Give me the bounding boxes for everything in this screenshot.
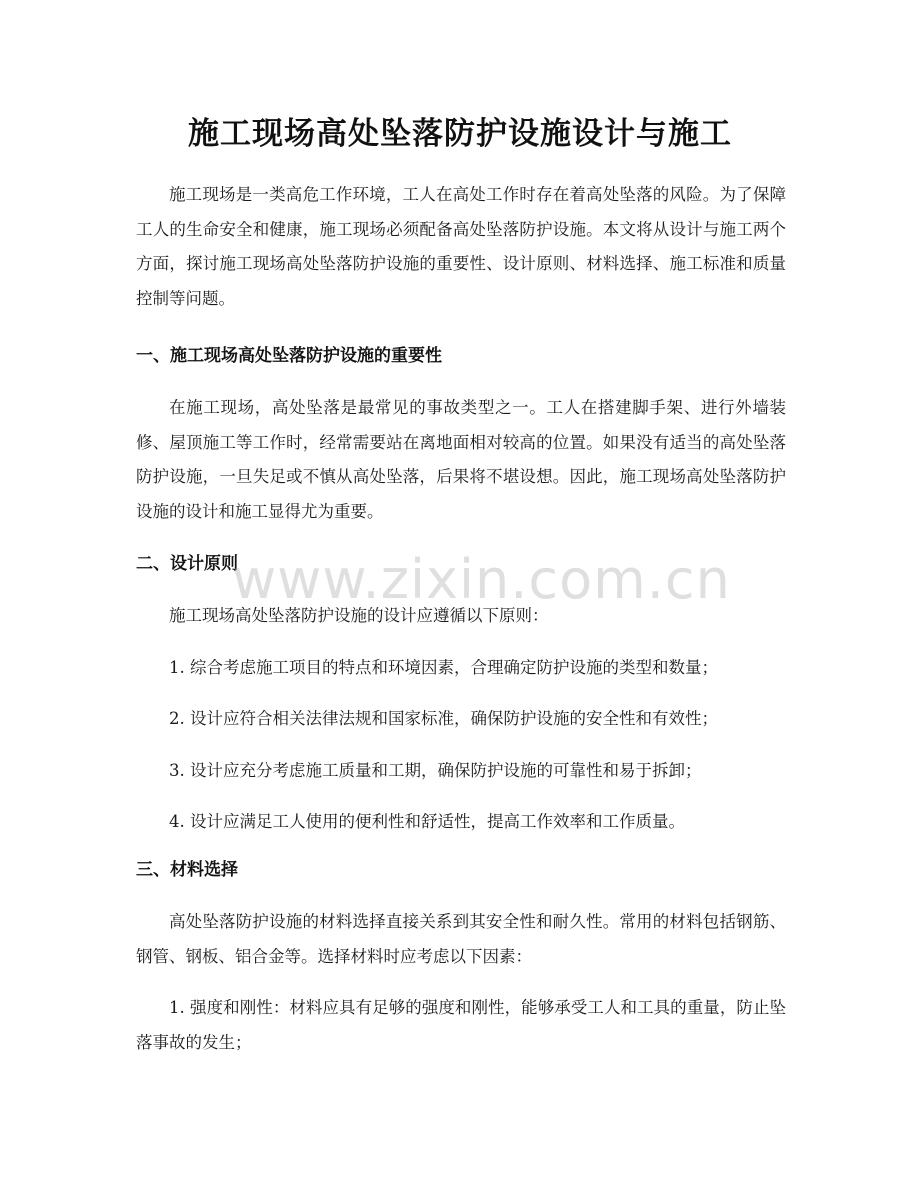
- section-heading-importance: 一、施工现场高处坠落防护设施的重要性: [136, 346, 442, 366]
- section-paragraph-material-selection: 高处坠落防护设施的材料选择直接关系到其安全性和耐久性。常用的材料包括钢筋、钢管、钢板、铝合金等。选择材料时应考虑以下因素：: [136, 912, 786, 966]
- section-paragraph-design-principles: 施工现场高处坠落防护设施的设计应遵循以下原则：: [169, 606, 549, 625]
- list-item: 1. 强度和刚性：材料应具有足够的强度和刚性，能够承受工人和工具的重量，防止坠落事故的发生；: [136, 998, 786, 1052]
- section-heading-design-principles: 二、设计原则: [136, 554, 238, 574]
- document-title: 施工现场高处坠落防护设施设计与施工: [188, 116, 732, 152]
- watermark: www.zixin.com.cn: [232, 548, 731, 611]
- list-item: 3. 设计应充分考虑施工质量和工期，确保防护设施的可靠性和易于拆卸；: [169, 761, 702, 780]
- section-paragraph-importance: 在施工现场，高处坠落是最常见的事故类型之一。工人在搭建脚手架、进行外墙装修、屋顶施工等工作时，经常需要站在离地面相对较高的位置。如果没有适当的高处坠落防护设施，一旦失足或不慎从高处坠落，后果将不堪设想。因此，施工现场高处坠落防护设施的设计和施工显得尤为重要。: [136, 398, 786, 521]
- intro-paragraph: 施工现场是一类高危工作环境，工人在高处工作时存在着高处坠落的风险。为了保障工人的生命安全和健康，施工现场必须配备高处坠落防护设施。本文将从设计与施工两个方面，探讨施工现场高处坠落防护设施的重要性、设计原则、材料选择、施工标准和质量控制等问题。: [136, 185, 786, 308]
- list-item: 2. 设计应符合相关法律法规和国家标准，确保防护设施的安全性和有效性；: [169, 709, 718, 728]
- list-item: 1. 综合考虑施工项目的特点和环境因素，合理确定防护设施的类型和数量；: [169, 658, 718, 677]
- section-heading-material-selection: 三、材料选择: [136, 860, 238, 880]
- list-item: 4. 设计应满足工人使用的便利性和舒适性，提高工作效率和工作质量。: [169, 812, 685, 831]
